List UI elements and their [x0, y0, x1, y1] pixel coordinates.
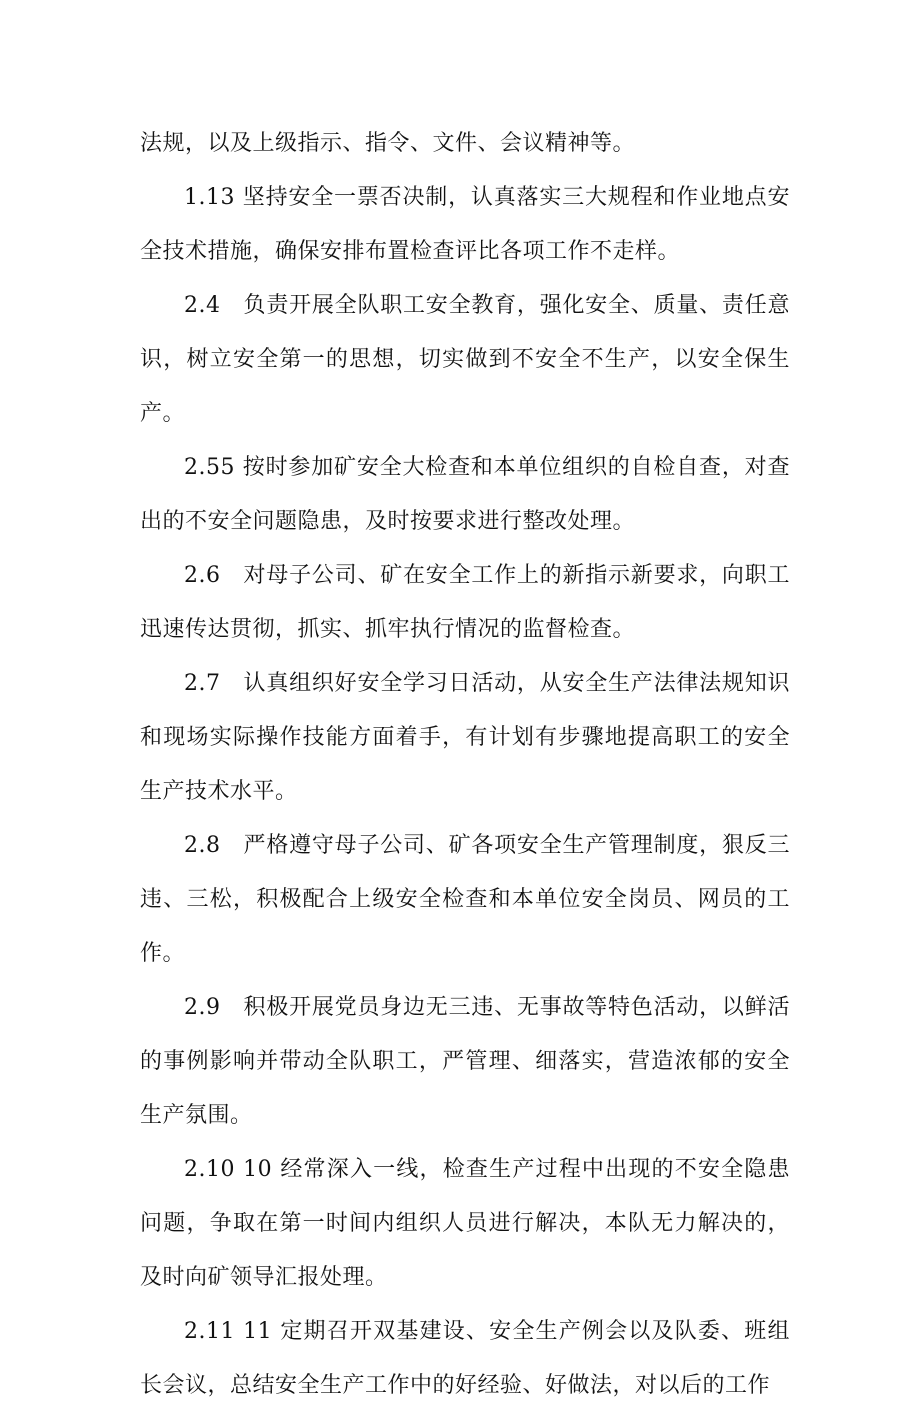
paragraph-2-4: 2.4 负责开展全队职工安全教育，强化安全、质量、责任意识，树立安全第一的思想，切实做到不安全不生产，以安全保生产。 [140, 293, 790, 426]
paragraph-1-13: 1.13 坚持安全一票否决制，认真落实三大规程和作业地点安全技术措施，确保安排布置检查评比各项工作不走样。 [140, 185, 790, 264]
paragraph-2-9: 2.9 积极开展党员身边无三违、无事故等特色活动，以鲜活的事例影响并带动全队职工，严管理、细落实，营造浓郁的安全生产氛围。 [140, 995, 790, 1128]
paragraph-2-55: 2.55 按时参加矿安全大检查和本单位组织的自检自查，对查出的不安全问题隐患，及时按要求进行整改处理。 [140, 455, 790, 534]
paragraph-2-6: 2.6 对母子公司、矿在安全工作上的新指示新要求，向职工迅速传达贯彻，抓实、抓牢执行情况的监督检查。 [140, 563, 790, 642]
paragraph-continuation: 法规，以及上级指示、指令、文件、会议精神等。 [140, 131, 636, 156]
paragraph-2-7: 2.7 认真组织好安全学习日活动，从安全生产法律法规知识和现场实际操作技能方面着手，有计划有步骤地提高职工的安全生产技术水平。 [140, 671, 790, 804]
paragraph-2-11: 2.11 11 定期召开双基建设、安全生产例会以及队委、班组长会议，总结安全生产工作中的好经验、好做法，对以后的工作 [140, 1319, 790, 1398]
document-body [140, 117, 790, 1413]
paragraph-2-10: 2.10 10 经常深入一线，检查生产过程中出现的不安全隐患问题，争取在第一时间内组织人员进行解决，本队无力解决的，及时向矿领导汇报处理。 [140, 1157, 790, 1290]
paragraph-2-8: 2.8 严格遵守母子公司、矿各项安全生产管理制度，狠反三违、三松，积极配合上级安全检查和本单位安全岗员、网员的工作。 [140, 833, 790, 966]
